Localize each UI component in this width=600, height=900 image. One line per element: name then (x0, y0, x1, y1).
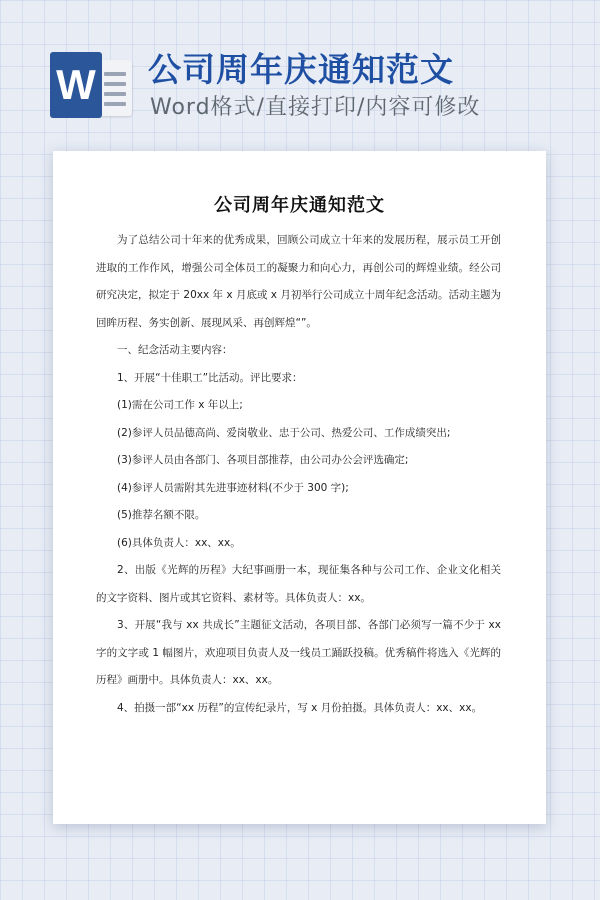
paragraph-intro: 为了总结公司十年来的优秀成果，回顾公司成立十年来的发展历程，展示员工开创进取的工作作风，增强公司全体员工的凝聚力和向心力，再创公司的辉煌业绩。经公司研究决定，拟定于 20xx 年 x 月底或 x 月初举行公司成立十周年纪念活动。活动主题为回眸历程、务实创新、展现风采、再创辉煌“”。 (96, 234, 501, 329)
paragraph-item-1: 1、开展“十佳职工”比活动。评比要求： (117, 371, 303, 384)
paragraph-item-4: 4、拍摄一部“xx 历程”的宣传纪录片，写 x 月份拍摄。具体负责人：xx、xx。 (117, 701, 483, 714)
document-body (96, 227, 501, 722)
paragraph-item-3: 3、开展“我与 xx 共成长”主题征文活动，各项目部、各部门必须写一篇不少于 xx 字的文字或 1 幅图片，欢迎项目负责人及一线员工踊跃投稿。优秀稿件将选入《光辉的历程》画册中。具体负责人：xx、xx。 (96, 619, 501, 686)
paragraph-requirement-2: (2)参评人员品德高尚、爱岗敬业、忠于公司、热爱公司、工作成绩突出; (117, 426, 451, 439)
document-page (53, 151, 546, 824)
banner-title: 公司周年庆通知范文 (148, 50, 454, 89)
paragraph-requirement-1: (1)需在公司工作 x 年以上; (117, 399, 243, 411)
paragraph-requirement-3: (3)参评人员由各部门、各项目部推荐，由公司办公会评选确定; (117, 454, 409, 466)
paragraph-item-2: 2、出版《光辉的历程》大纪事画册一本，现征集各种与公司工作、企业文化相关的文字资料、图片或其它资料、素材等。具体负责人：xx。 (96, 564, 501, 604)
paragraph-requirement-4: (4)参评人员需附其先进事迹材料(不少于 300 字); (117, 481, 349, 494)
word-document-icon (50, 44, 134, 126)
banner-header (0, 0, 600, 150)
paragraph-section-heading: 一、纪念活动主要内容： (117, 344, 233, 356)
document-title: 公司周年庆通知范文 (214, 195, 385, 216)
word-logo-letter: W (50, 52, 102, 118)
paragraph-requirement-5: (5)推荐名额不限。 (117, 509, 206, 521)
paragraph-requirement-6: (6)具体负责人：xx、xx。 (117, 536, 241, 549)
banner-subtitle: Word格式/直接打印/内容可修改 (150, 95, 481, 120)
